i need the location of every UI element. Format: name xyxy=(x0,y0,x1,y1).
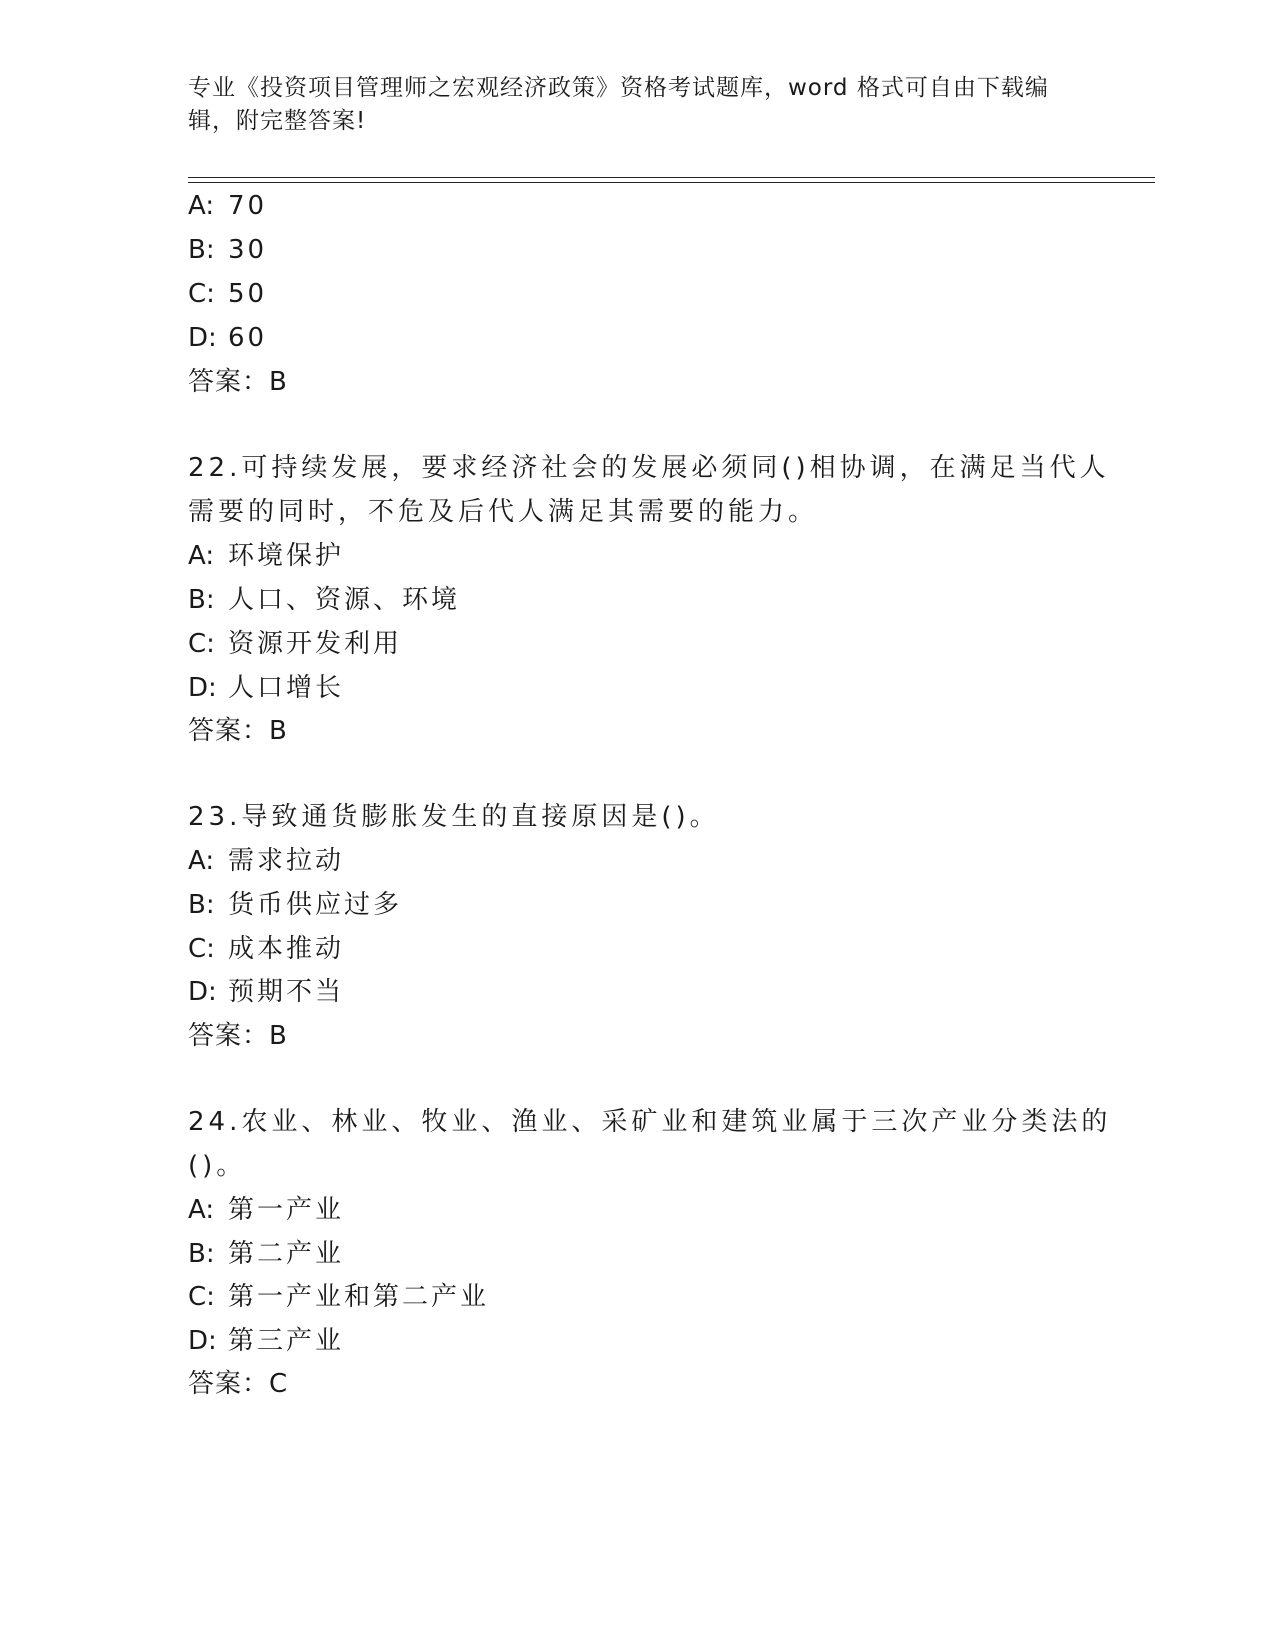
header-line-2: 辑，附完整答案! xyxy=(188,108,367,134)
option-label: B: xyxy=(188,235,215,265)
answer-line: 答案：C xyxy=(188,1369,289,1399)
option-label: A: xyxy=(188,846,215,876)
option-text: 50 xyxy=(228,279,268,309)
option-text: 70 xyxy=(228,191,268,221)
option-text: 成本推动 xyxy=(228,934,345,964)
option-label: C: xyxy=(188,279,215,309)
option-a xyxy=(188,189,267,223)
option-b xyxy=(188,583,460,617)
document-header xyxy=(188,72,1088,138)
option-text: 第一产业 xyxy=(228,1195,345,1225)
option-text: 第一产业和第二产业 xyxy=(228,1282,490,1312)
option-label: D: xyxy=(188,323,217,353)
answer-line: 答案：B xyxy=(188,367,288,397)
option-c xyxy=(188,932,344,966)
question-23-line-1: 23.导致通货膨胀发生的直接原因是()。 xyxy=(188,802,720,832)
option-label: C: xyxy=(188,629,215,659)
question-22-line-2: 需要的同时，不危及后代人满足其需要的能力。 xyxy=(188,497,819,527)
option-d xyxy=(188,671,344,705)
option-a xyxy=(188,539,344,573)
option-d xyxy=(188,321,267,355)
option-text: 需求拉动 xyxy=(228,846,345,876)
answer-line: 答案：B xyxy=(188,1021,288,1051)
option-label: A: xyxy=(188,191,215,221)
option-text: 第二产业 xyxy=(228,1239,345,1269)
option-text: 60 xyxy=(228,323,268,353)
option-d xyxy=(188,975,344,1009)
option-label: D: xyxy=(188,977,217,1007)
option-d xyxy=(188,1324,344,1358)
option-label: C: xyxy=(188,934,215,964)
option-text: 30 xyxy=(228,235,268,265)
option-b xyxy=(188,233,267,267)
option-text: 货币供应过多 xyxy=(228,890,403,920)
option-a xyxy=(188,844,344,878)
option-label: D: xyxy=(188,1326,217,1356)
option-a xyxy=(188,1193,344,1227)
option-b xyxy=(188,888,402,922)
option-label: A: xyxy=(188,1195,215,1225)
option-text: 环境保护 xyxy=(228,541,345,571)
option-text: 第三产业 xyxy=(228,1326,345,1356)
option-label: B: xyxy=(188,890,215,920)
option-b xyxy=(188,1237,344,1271)
option-text: 人口、资源、环境 xyxy=(228,585,461,615)
question-24-line-2: ()。 xyxy=(188,1151,247,1181)
question-22-line-1: 22.可持续发展，要求经济社会的发展必须同()相协调，在满足当代人 xyxy=(188,453,1110,483)
option-c xyxy=(188,277,267,311)
option-label: A: xyxy=(188,541,215,571)
option-label: B: xyxy=(188,1239,215,1269)
option-label: D: xyxy=(188,673,217,703)
header-line-1: 专业《投资项目管理师之宏观经济政策》资格考试题库，word 格式可自由下载编 xyxy=(188,75,1049,101)
question-24-line-1: 24.农业、林业、牧业、渔业、采矿业和建筑业属于三次产业分类法的 xyxy=(188,1107,1112,1137)
option-text: 预期不当 xyxy=(228,977,345,1007)
option-text: 人口增长 xyxy=(228,673,345,703)
option-c xyxy=(188,627,402,661)
header-divider-bottom xyxy=(188,182,1155,183)
header-divider-top xyxy=(188,177,1155,178)
option-label: B: xyxy=(188,585,215,615)
option-c xyxy=(188,1280,489,1314)
answer-line: 答案：B xyxy=(188,716,288,746)
option-label: C: xyxy=(188,1282,215,1312)
option-text: 资源开发利用 xyxy=(228,629,403,659)
